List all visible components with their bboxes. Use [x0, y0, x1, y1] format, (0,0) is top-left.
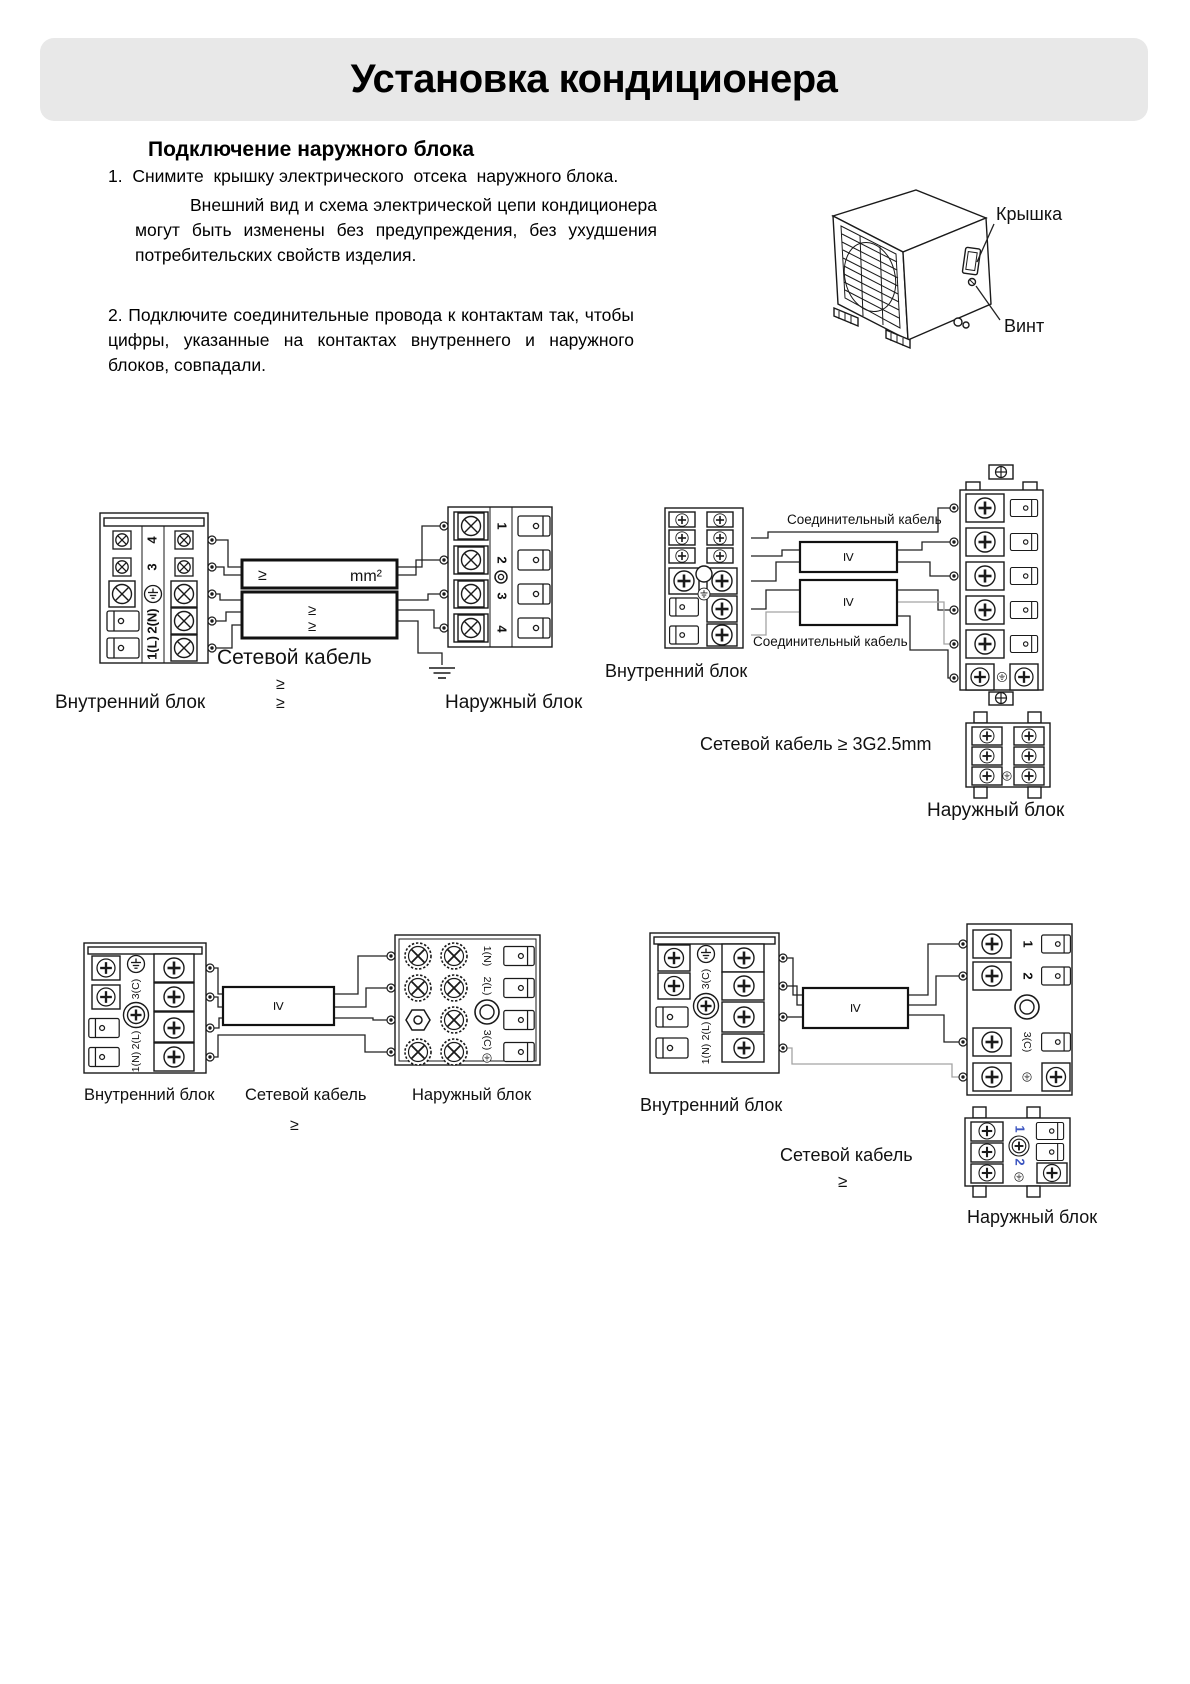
terminal-label: 1: [494, 522, 510, 530]
d3-power-cable-box: [223, 987, 334, 1025]
gte-symbol: ≥: [269, 1001, 287, 1011]
d1-indoor-terminal-block: [100, 513, 208, 663]
ground-icon: [997, 672, 1006, 681]
diagram-2: [600, 450, 1160, 830]
connecting-cable-label: Соединительный кабель: [753, 634, 908, 649]
d2-connecting-cable-box-1: [800, 542, 897, 572]
outdoor-unit-label: Наружный блок: [927, 800, 1065, 821]
cover-label: Крышка: [996, 204, 1063, 224]
terminal-label: 2: [1012, 1158, 1028, 1166]
terminal-label: 1(N): [129, 1051, 142, 1073]
gte-symbol: ≥: [276, 695, 285, 712]
power-cable-label: Сетевой кабель: [245, 1086, 367, 1104]
d1-connecting-cable-box: [242, 560, 397, 588]
diagram-1: [50, 455, 650, 745]
gte-symbol: ≥: [839, 552, 857, 562]
hex-nut-icon: [406, 1010, 430, 1030]
earth-symbol-icon: [429, 668, 455, 678]
terminal-label: 3(C): [699, 968, 712, 990]
terminal-label: 4: [494, 625, 510, 633]
step-2-text: 2. Подключите соединительные провода к контактам так, чтобы цифры, указанные на контактах внутреннего и наружного блоков, совпадали.: [108, 305, 634, 375]
terminal-label: 2(L): [129, 1030, 142, 1050]
d3-indoor-terminal-block: [84, 943, 206, 1073]
ground-icon: [698, 946, 715, 963]
d2-connecting-cable-box-2: [800, 580, 897, 625]
ground-icon: [698, 588, 710, 600]
diagram-4: [590, 855, 1160, 1245]
terminal-label: 2: [1020, 972, 1036, 980]
outdoor-unit-label: Наружный блок: [445, 692, 583, 713]
indoor-unit-label: Внутренний блок: [640, 1095, 783, 1115]
terminal-label: 2(N): [144, 608, 160, 634]
ground-icon: [145, 586, 162, 603]
title-banner: [40, 38, 1148, 121]
terminal-label: 2: [494, 556, 510, 564]
note-paragraph: Внешний вид и схема электрической цепи кондиционера могут быть изменены без предупреждения, без ухудшения потребительских свойств изделия.: [135, 195, 657, 265]
terminal-label: 3: [144, 563, 160, 571]
outdoor-unit-figure: [748, 170, 1168, 370]
d3-outdoor-terminal-block: [395, 935, 540, 1065]
page-title: Установка кондиционера: [350, 57, 838, 101]
terminal-label: 1(N): [481, 945, 494, 967]
ground-icon: [128, 956, 145, 973]
d4-indoor-terminal-block: [650, 933, 779, 1073]
gte-symbol: ≥: [308, 618, 317, 635]
terminal-label: 3: [494, 592, 510, 600]
terminal-label: 1: [1020, 940, 1036, 948]
ground-mark-icon: [495, 571, 507, 583]
d2-terminal-dots: [950, 504, 958, 682]
d4-outdoor-terminal-block: [967, 924, 1072, 1095]
terminal-label: 2(L): [699, 1021, 712, 1041]
terminal-label: 1(L): [144, 636, 160, 660]
terminal-label: 3(C): [481, 1029, 494, 1051]
screw-label: Винт: [1004, 316, 1045, 336]
gte-symbol: ≥: [290, 1117, 299, 1134]
mm2-label: mm²: [350, 568, 382, 585]
ground-icon: [483, 1054, 492, 1063]
gte-symbol: ≥: [838, 1172, 848, 1191]
power-cable-label: Сетевой кабель: [780, 1145, 913, 1165]
diagram-3: [60, 860, 560, 1160]
terminal-label: 2(L): [481, 976, 494, 996]
terminal-label: 1: [1012, 1125, 1028, 1133]
d1-power-cable-box: [242, 592, 397, 638]
indoor-unit-label: Внутренний блок: [84, 1086, 215, 1104]
outdoor-unit-drawing: [833, 190, 1063, 348]
connecting-cable-label: Соединительный кабель: [787, 512, 942, 527]
ground-icon: [1003, 772, 1012, 781]
d4-power-cable-box: [803, 988, 908, 1028]
gte-symbol: ≥: [846, 1003, 864, 1013]
d1-outdoor-terminal-block: [448, 507, 552, 647]
gte-symbol: ≥: [308, 602, 317, 619]
d4-outdoor-small-block: [965, 1107, 1070, 1197]
gte-symbol: ≥: [258, 567, 267, 584]
section-heading: Подключение наружного блока: [148, 138, 475, 161]
gte-symbol: ≥: [839, 597, 857, 607]
d2-indoor-terminal-block: [665, 508, 743, 648]
ground-icon: [1023, 1073, 1032, 1082]
outdoor-unit-label: Наружный блок: [967, 1207, 1098, 1227]
terminal-label: 3(C): [1021, 1031, 1034, 1053]
ground-icon: [1015, 1173, 1024, 1182]
outdoor-unit-label: Наружный блок: [412, 1086, 532, 1104]
step-1-text: 1. Снимите крышку электрического отсека наружного блока.: [108, 166, 619, 186]
terminal-label: 3(C): [129, 978, 142, 1000]
indoor-unit-label: Внутренний блок: [55, 692, 206, 713]
mount-hole-icon: [1015, 995, 1039, 1019]
power-cable-label: Сетевой кабель: [217, 646, 372, 669]
indoor-unit-label: Внутренний блок: [605, 661, 748, 681]
d2-outdoor-terminal-block: [960, 465, 1043, 705]
terminal-label: 4: [144, 536, 160, 544]
d2-outdoor-lower-block: [966, 712, 1050, 798]
power-cable-spec-label: Сетевой кабель ≥ 3G2.5mm: [700, 734, 932, 754]
mount-hole-icon: [696, 566, 712, 582]
gte-symbol: ≥: [276, 676, 285, 693]
terminal-label: 1(N): [699, 1043, 712, 1065]
mount-hole-icon: [475, 1000, 499, 1024]
